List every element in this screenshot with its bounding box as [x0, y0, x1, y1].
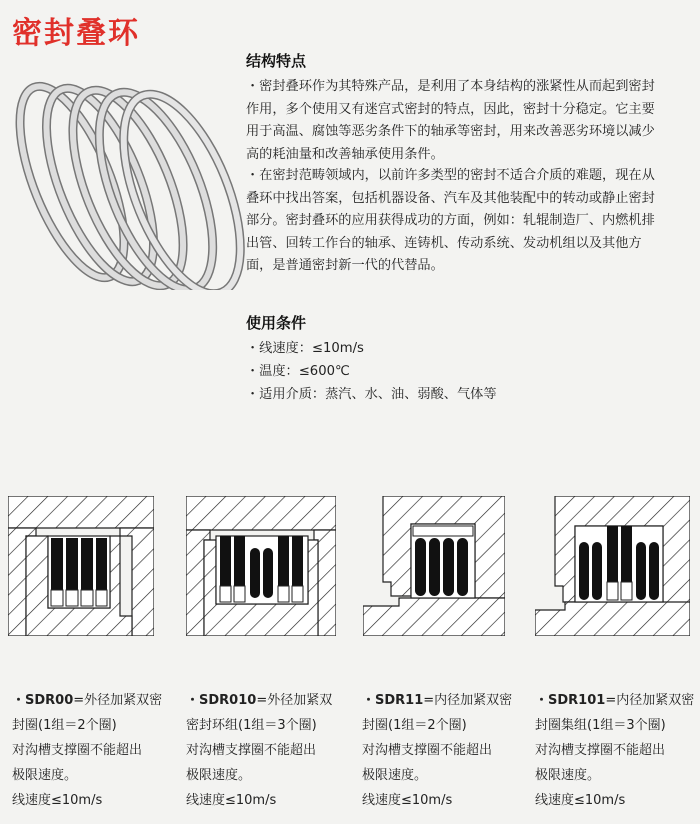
type-code: ・SDR010 [186, 693, 257, 708]
condition-temperature: ・温度：≤600℃ [246, 364, 350, 379]
type-code: ・SDR11 [362, 693, 424, 708]
text-line: 线速度≤10m/s [362, 793, 453, 808]
type-title-line [12, 688, 182, 713]
text-line: 极限速度。 [12, 768, 78, 783]
text-line: 极限速度。 [186, 768, 252, 783]
condition-speed: ・线速度：≤10m/s [246, 341, 364, 356]
features-paragraph-1 [246, 76, 686, 166]
text-line: 对沟槽支撑圈不能超出 [362, 743, 493, 758]
type-title-line [362, 688, 532, 713]
text-line: 密封环组(1组＝3个圈) [186, 718, 317, 733]
sdr00-cross-section-diagram [8, 496, 154, 636]
type-code: ・SDR101 [535, 693, 606, 708]
text-line: 面，是普通密封新一代的代替品。 [246, 258, 444, 273]
text-line: 叠环中找出答案，包括机器设备、汽车及其他装配中的转动或静止密封 [246, 190, 655, 206]
text-line: 封圈(1组＝2个圈) [362, 718, 467, 733]
text-line: 线速度≤10m/s [186, 793, 277, 808]
text-line: 极限速度。 [535, 768, 601, 783]
type-title-rest: =外径加紧双密 [73, 693, 163, 708]
text-line: 对沟槽支撑圈不能超出 [12, 743, 143, 758]
sealing-rings-image [0, 60, 245, 290]
text-line: 部分。密封叠环的应用获得成功的方面，例如：轧辊制造厂、内燃机排 [246, 213, 655, 228]
sdr101-cross-section-diagram [535, 496, 690, 636]
page-title: 密封叠环 [12, 16, 140, 51]
text-line: 高的耗油量和改善轴承使用条件。 [246, 146, 444, 162]
type-title-rest: =内径加紧双密 [423, 693, 513, 708]
sdr010-cross-section-diagram [186, 496, 336, 636]
condition-media: ・适用介质：蒸汽、水、油、弱酸、气体等 [246, 387, 497, 402]
text-line: 用于高温、腐蚀等恶劣条件下的轴承等密封，用来改善恶劣环境以减少 [246, 124, 655, 139]
type-sdr101-description [535, 688, 700, 813]
text-line: 对沟槽支撑圈不能超出 [186, 743, 317, 758]
text-line: 极限速度。 [362, 768, 428, 783]
text-line: 作用，多个使用又有迷宫式密封的特点，因此，密封十分稳定。它主要 [246, 101, 655, 117]
features-heading: 结构特点 [246, 52, 307, 70]
text-line: 封圈(1组＝2个圈) [12, 718, 117, 733]
text-line: ・密封叠环作为其特殊产品，是利用了本身结构的涨紧性从而起到密封 [246, 79, 655, 94]
text-line: 出管、回转工作台的轴承、连铸机、传动系统、发动机组以及其他方 [246, 235, 642, 251]
conditions-heading: 使用条件 [246, 314, 307, 332]
text-line: ・在密封范畴领域内，以前许多类型的密封不适合介质的难题，现在从 [246, 168, 655, 183]
features-paragraph-2 [246, 165, 686, 278]
type-sdr010-description [186, 688, 356, 813]
type-sdr00-description [12, 688, 182, 813]
type-code: ・SDR00 [12, 693, 74, 708]
type-title-rest: =内径加紧双密 [605, 693, 695, 708]
type-sdr11-description [362, 688, 532, 813]
sdr11-cross-section-diagram [363, 496, 505, 636]
text-line: 线速度≤10m/s [12, 793, 103, 808]
type-title-line [535, 688, 700, 713]
text-line: 线速度≤10m/s [535, 793, 626, 808]
text-line: 封圈集组(1组＝3个圈) [535, 718, 666, 733]
text-line: 对沟槽支撑圈不能超出 [535, 743, 666, 758]
type-title-rest: =外径加紧双 [256, 693, 333, 708]
type-title-line [186, 688, 356, 713]
